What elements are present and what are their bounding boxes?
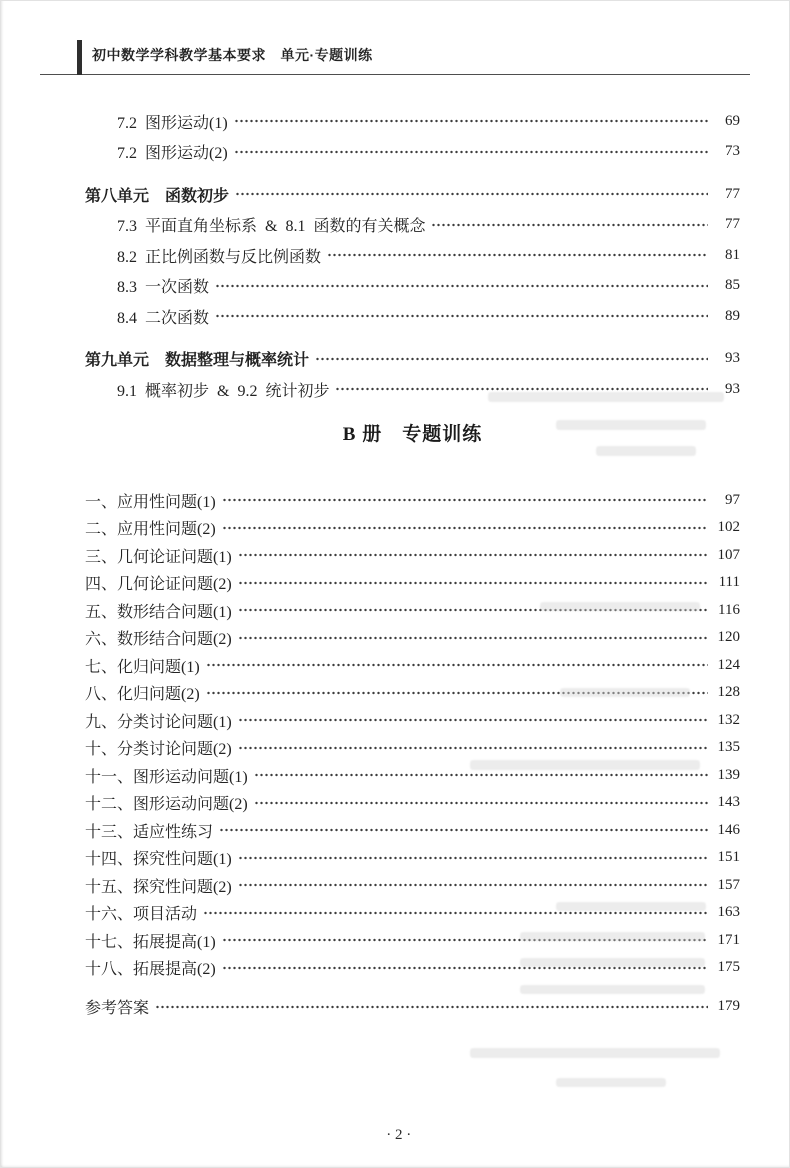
toc-entry-label: 十七、拓展提高(1) bbox=[85, 933, 216, 951]
dot-leader bbox=[222, 934, 708, 946]
showthrough-mark bbox=[470, 1048, 720, 1058]
dot-leader bbox=[327, 249, 708, 261]
dot-leader bbox=[215, 280, 708, 292]
dot-leader bbox=[254, 769, 708, 781]
toc-entry-page: 175 bbox=[717, 959, 740, 976]
toc-entry-page: 111 bbox=[718, 574, 740, 591]
toc-entry-label: 十八、拓展提高(2) bbox=[85, 961, 216, 979]
toc-entry bbox=[85, 179, 740, 210]
toc-entry-page: 128 bbox=[717, 684, 740, 701]
showthrough-mark bbox=[556, 1078, 666, 1087]
dot-leader bbox=[315, 353, 708, 365]
toc-entry-label: 十六、项目活动 bbox=[85, 906, 198, 924]
page-footer bbox=[0, 1110, 790, 1144]
toc-entry-label: 第九单元 数据整理与概率统计 bbox=[85, 352, 310, 370]
toc-entry-page: 85 bbox=[725, 277, 740, 294]
toc-entry-page: 143 bbox=[717, 794, 740, 811]
toc-entry-page: 146 bbox=[717, 821, 740, 838]
toc-entry-page: 171 bbox=[717, 931, 740, 948]
toc-entry-label: 六、数形结合问题(2) bbox=[85, 631, 232, 649]
toc-entry bbox=[85, 817, 740, 845]
header-accent-bar bbox=[77, 40, 82, 75]
toc-entry-page: 69 bbox=[725, 112, 740, 129]
toc-entry-label: 8.4 二次函数 bbox=[117, 309, 210, 327]
toc-entry-page: 139 bbox=[717, 766, 740, 783]
header-title: 初中数学学科教学基本要求 单元·专题训练 bbox=[92, 47, 373, 63]
toc-entry bbox=[85, 301, 740, 332]
toc-entry bbox=[85, 137, 740, 168]
dot-leader bbox=[238, 549, 708, 561]
toc-entry-label: 8.2 正比例函数与反比例函数 bbox=[117, 248, 322, 266]
dot-leader bbox=[234, 146, 708, 158]
dot-leader bbox=[254, 797, 708, 809]
dot-leader bbox=[235, 188, 708, 200]
dot-leader bbox=[431, 219, 708, 231]
toc-entry-page: 102 bbox=[717, 519, 740, 536]
toc-entry-label: 第八单元 函数初步 bbox=[85, 187, 230, 205]
toc-entry-page: 89 bbox=[725, 307, 740, 324]
toc-entry bbox=[85, 679, 740, 707]
dot-leader bbox=[222, 522, 708, 534]
toc-entry bbox=[85, 210, 740, 241]
toc-entry-label: 十三、适应性练习 bbox=[85, 823, 214, 841]
toc-entry bbox=[85, 927, 740, 955]
toc-entry bbox=[85, 707, 740, 735]
dot-leader bbox=[222, 494, 708, 506]
toc-entry bbox=[85, 899, 740, 927]
toc-entry-page: 124 bbox=[717, 656, 740, 673]
toc-entry bbox=[85, 240, 740, 271]
toc-entry-page: 163 bbox=[717, 904, 740, 921]
toc-entry bbox=[85, 597, 740, 625]
toc-entry-label: 8.3 一次函数 bbox=[117, 279, 210, 297]
toc-entry bbox=[85, 789, 740, 817]
dot-leader bbox=[215, 310, 708, 322]
toc-entry-page: 120 bbox=[717, 629, 740, 646]
dot-leader bbox=[219, 824, 708, 836]
toc-entry-label: 四、几何论证问题(2) bbox=[85, 576, 232, 594]
toc-entry-label: 十四、探究性问题(1) bbox=[85, 851, 232, 869]
toc-entry bbox=[85, 487, 740, 515]
toc-entry-page: 132 bbox=[717, 711, 740, 728]
dot-leader bbox=[238, 742, 708, 754]
toc-entry-page: 77 bbox=[725, 185, 740, 202]
toc-entry-label: 十二、图形运动问题(2) bbox=[85, 796, 248, 814]
dot-leader bbox=[155, 1001, 708, 1013]
toc-entry bbox=[85, 569, 740, 597]
table-of-contents bbox=[85, 106, 740, 1022]
toc-entry-page: 93 bbox=[725, 350, 740, 367]
toc-entry-page: 77 bbox=[725, 216, 740, 233]
toc-section-a bbox=[85, 106, 740, 405]
toc-entry-page: 151 bbox=[717, 849, 740, 866]
toc-entry-label: 7.3 平面直角坐标系 & 8.1 函数的有关概念 bbox=[117, 218, 426, 236]
dot-leader bbox=[238, 604, 708, 616]
toc-entry-page: 116 bbox=[718, 601, 740, 618]
toc-entry bbox=[85, 954, 740, 982]
toc-entry bbox=[85, 762, 740, 790]
toc-entry bbox=[85, 374, 740, 405]
toc-entry-label: 九、分类讨论问题(1) bbox=[85, 713, 232, 731]
toc-entry bbox=[85, 872, 740, 900]
toc-entry-label: 三、几何论证问题(1) bbox=[85, 548, 232, 566]
toc-entry-label: 一、应用性问题(1) bbox=[85, 493, 216, 511]
dot-leader bbox=[238, 879, 708, 891]
toc-entry-label: 八、化归问题(2) bbox=[85, 686, 200, 704]
dot-leader bbox=[222, 962, 708, 974]
dot-leader bbox=[206, 659, 708, 671]
page-header bbox=[40, 40, 750, 75]
toc-entry bbox=[85, 344, 740, 375]
toc-entry-page: 107 bbox=[717, 546, 740, 563]
toc-entry-label: 7.2 图形运动(2) bbox=[117, 145, 228, 163]
toc-entry bbox=[85, 514, 740, 542]
toc-entry bbox=[85, 844, 740, 872]
dot-leader bbox=[238, 577, 708, 589]
page-number: · 2 · bbox=[386, 1127, 412, 1143]
toc-entry bbox=[85, 106, 740, 137]
toc-entry-label: 七、化归问题(1) bbox=[85, 658, 200, 676]
dot-leader bbox=[238, 852, 708, 864]
toc-entry-label: 十一、图形运动问题(1) bbox=[85, 768, 248, 786]
toc-section-b bbox=[85, 487, 740, 982]
toc-entry-page: 97 bbox=[725, 491, 740, 508]
toc-entry-label: 十五、探究性问题(2) bbox=[85, 878, 232, 896]
dot-leader bbox=[206, 687, 708, 699]
toc-entry-label: 五、数形结合问题(1) bbox=[85, 603, 232, 621]
toc-entry-label: 二、应用性问题(2) bbox=[85, 521, 216, 539]
toc-entry-label: 参考答案 bbox=[85, 1000, 150, 1017]
toc-entry-page: 73 bbox=[725, 143, 740, 160]
toc-entry-label: 十、分类讨论问题(2) bbox=[85, 741, 232, 759]
toc-entry-label: 7.2 图形运动(1) bbox=[117, 114, 228, 132]
dot-leader bbox=[238, 632, 708, 644]
toc-entry bbox=[85, 652, 740, 680]
toc-entry-page: 81 bbox=[725, 246, 740, 263]
toc-entry-page: 157 bbox=[717, 876, 740, 893]
dot-leader bbox=[234, 115, 708, 127]
toc-entry-page: 93 bbox=[725, 380, 740, 397]
toc-entry-page: 135 bbox=[717, 739, 740, 756]
toc-entry bbox=[85, 624, 740, 652]
section-b-heading: B 册 专题训练 bbox=[342, 423, 483, 445]
dot-leader bbox=[238, 714, 708, 726]
dot-leader bbox=[203, 907, 708, 919]
toc-entry-label: 9.1 概率初步 & 9.2 统计初步 bbox=[117, 382, 330, 400]
toc-entry bbox=[85, 734, 740, 762]
dot-leader bbox=[335, 383, 708, 395]
toc-entry-page: 179 bbox=[717, 998, 740, 1014]
toc-entry bbox=[85, 542, 740, 570]
toc-entry-answers bbox=[85, 992, 740, 1022]
toc-entry bbox=[85, 271, 740, 302]
